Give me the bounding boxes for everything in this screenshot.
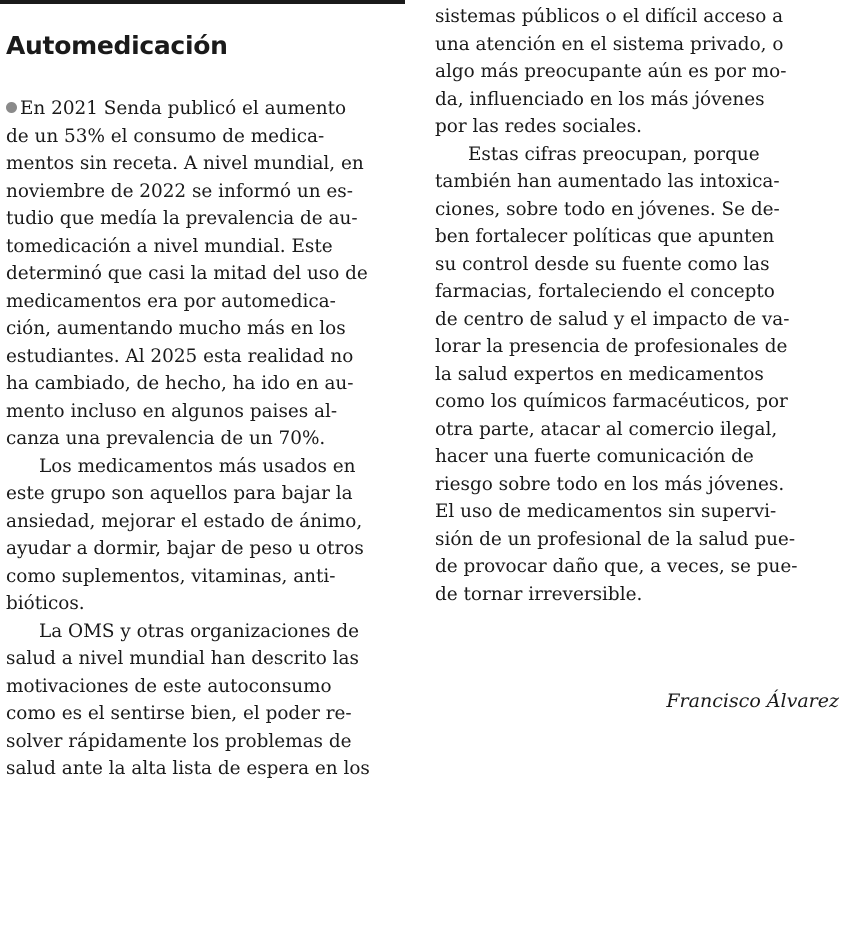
text-line: la salud expertos en medicamentos bbox=[435, 363, 764, 385]
text-line: este grupo son aquellos para bajar la bbox=[6, 483, 353, 504]
text-line: ben fortalecer políticas que apunten bbox=[435, 226, 775, 247]
paragraph bbox=[6, 453, 407, 618]
text-line: estudiantes. Al 2025 esta realidad no bbox=[6, 345, 354, 367]
text-line: riesgo sobre todo en los más jóvenes. bbox=[435, 473, 785, 495]
text-line: ha cambiado, de hecho, ha ido en au- bbox=[6, 373, 354, 394]
article-heading: Automedicación bbox=[6, 31, 228, 60]
text-line: también han aumentado las intoxica- bbox=[435, 171, 780, 192]
text-line: ción, aumentando mucho más en los bbox=[6, 318, 346, 339]
text-line: ciones, sobre todo en jóvenes. Se de- bbox=[435, 198, 780, 220]
text-line: El uso de medicamentos sin supervi- bbox=[435, 501, 777, 522]
text-line: motivaciones de este autoconsumo bbox=[6, 675, 332, 697]
left-column bbox=[6, 95, 407, 783]
paragraph bbox=[435, 141, 840, 609]
text-line: noviembre de 2022 se informó un es- bbox=[6, 180, 353, 202]
text-line: tudio que medía la prevalencia de au- bbox=[6, 208, 358, 229]
author-signature: Francisco Álvarez bbox=[666, 690, 839, 712]
text-line: bióticos. bbox=[6, 593, 85, 614]
text-line: ansiedad, mejorar el estado de ánimo, bbox=[6, 510, 363, 532]
right-column bbox=[435, 3, 840, 608]
text-line: medicamentos era por automedica- bbox=[6, 290, 336, 312]
text-line: como suplementos, vitaminas, anti- bbox=[6, 565, 336, 587]
text-line: lorar la presencia de profesionales de bbox=[435, 336, 788, 357]
text-line: salud ante la alta lista de espera en los bbox=[6, 758, 370, 779]
paragraph-continuation bbox=[435, 3, 840, 141]
paragraph-lead bbox=[6, 95, 407, 453]
text-line: salud a nivel mundial han descrito las bbox=[6, 648, 359, 669]
text-line: por las redes sociales. bbox=[435, 116, 642, 137]
text-line: ayudar a dormir, bajar de peso u otros bbox=[6, 538, 364, 559]
text-line: de centro de salud y el impacto de va- bbox=[435, 308, 790, 330]
text-line: otra parte, atacar al comercio ilegal, bbox=[435, 418, 778, 440]
text-line: de tornar irreversible. bbox=[435, 583, 643, 605]
text-line: mento incluso en algunos paises al- bbox=[6, 400, 338, 422]
text-line: una atención en el sistema privado, o bbox=[435, 33, 784, 55]
text-line: En 2021 Senda publicó el aumento bbox=[20, 98, 347, 119]
text-line: de provocar daño que, a veces, se pue- bbox=[435, 556, 798, 577]
text-line: canza una prevalencia de un 70%. bbox=[6, 428, 326, 449]
text-line: como los químicos farmacéuticos, por bbox=[435, 391, 788, 412]
text-line: da, influenciado en los más jóvenes bbox=[435, 88, 765, 110]
top-rule bbox=[0, 0, 405, 4]
text-line: tomedicación a nivel mundial. Este bbox=[6, 235, 333, 257]
text-line: algo más preocupante aún es por mo- bbox=[435, 61, 787, 82]
text-line: determinó que casi la mitad del uso de bbox=[6, 263, 368, 284]
text-line: La OMS y otras organizaciones de bbox=[39, 620, 360, 642]
bullet-icon bbox=[6, 102, 17, 113]
text-line: Los medicamentos más usados en bbox=[39, 455, 356, 477]
text-line: su control desde su fuente como las bbox=[435, 253, 770, 275]
text-line: mentos sin receta. A nivel mundial, en bbox=[6, 153, 364, 174]
text-line: sión de un profesional de la salud pue- bbox=[435, 528, 796, 550]
text-line: hacer una fuerte comunicación de bbox=[435, 446, 754, 467]
text-line: farmacias, fortaleciendo el concepto bbox=[435, 281, 775, 302]
text-line: Estas cifras preocupan, porque bbox=[468, 143, 760, 165]
text-line: de un 53% el consumo de medica- bbox=[6, 125, 325, 147]
paragraph bbox=[6, 618, 407, 783]
text-line: solver rápidamente los problemas de bbox=[6, 730, 352, 752]
text-line: como es el sentirse bien, el poder re- bbox=[6, 703, 352, 724]
text-line: sistemas públicos o el difícil acceso a bbox=[435, 6, 784, 27]
